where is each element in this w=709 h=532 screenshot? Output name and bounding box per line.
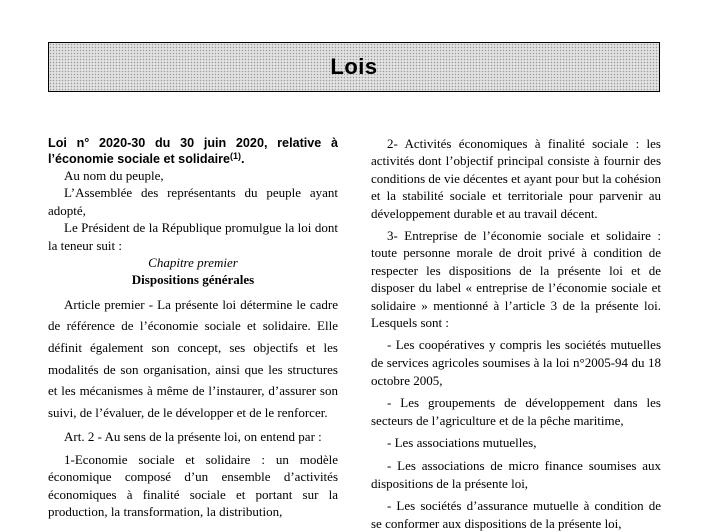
list-item: - Les sociétés d’assurance mutuelle à condition de se conformer aux dispositions de la présente loi,: [371, 498, 661, 531]
chapter-heading: Chapitre premier: [148, 255, 238, 271]
list-item: - Les associations de micro finance soumises aux dispositions de la présente loi,: [371, 458, 661, 491]
article-1: Article premier - La présente loi détermine le cadre de référence de l’économie sociale et solidaire. Elle définit également son concept, ses objectifs et les modalités de son organisation, ainsi que les structures et les mécanismes à même de l’instaurer, d’assurer son suivi, de l’évaluer, de le développer et de le renforcer.: [48, 296, 338, 420]
preamble-line: Le Président de la République promulgue la loi dont la teneur suit :: [48, 220, 338, 253]
preamble-line: L’Assemblée des représentants du peuple ayant adopté,: [48, 185, 338, 218]
list-item: - Les coopératives y compris les sociétés mutuelles de services agricoles soumises à la loi n°2005-94 du 18 octobre 2005,: [371, 337, 661, 388]
section-title: Lois: [330, 54, 378, 79]
footnote-mark: (1): [229, 151, 241, 161]
article-2-item-1: 1-Economie sociale et solidaire : un modèle économique composé d’un ensemble d’activités économiques à finalité sociale et portant sur la production, la transformation, la distribution,: [48, 451, 338, 520]
law-title-text: Loi n° 2020-30 du 30 juin 2020, relative à l’économie sociale et solidaire: [48, 136, 338, 166]
list-item: - Les groupements de développement dans les secteurs de l’agriculture et de la pêche maritime,: [371, 395, 661, 428]
section-banner: [48, 42, 660, 92]
preamble-line: Au nom du peuple,: [64, 168, 164, 183]
section-heading: Dispositions générales: [131, 272, 255, 288]
article-2-intro: Art. 2 - Au sens de la présente loi, on entend par :: [64, 429, 322, 445]
law-title: Loi n° 2020-30 du 30 juin 2020, relative à l’économie sociale et solidaire$^{(1)}$.: [48, 136, 338, 166]
left-column: [48, 135, 338, 520]
article-2-item-2: 2- Activités économiques à finalité sociale : les activités dont l’objectif principal consiste à fournir des conditions de vie décentes et ayant pour but la cohésion et la stabilité sociale et territoriale pour parvenir au développement durable et au travail décent.: [371, 136, 661, 221]
article-2-item-3: 3- Entreprise de l’économie sociale et solidaire : toute personne morale de droit privé à condition de respecter les dispositions de la présente loi et de disposer du label « entreprise de l’économie sociale et solidaire » mentionné à l’article 3 de la présente loi. Lesquels sont :: [371, 228, 661, 331]
right-column: [371, 135, 661, 532]
list-item: - Les associations mutuelles,: [387, 435, 537, 451]
